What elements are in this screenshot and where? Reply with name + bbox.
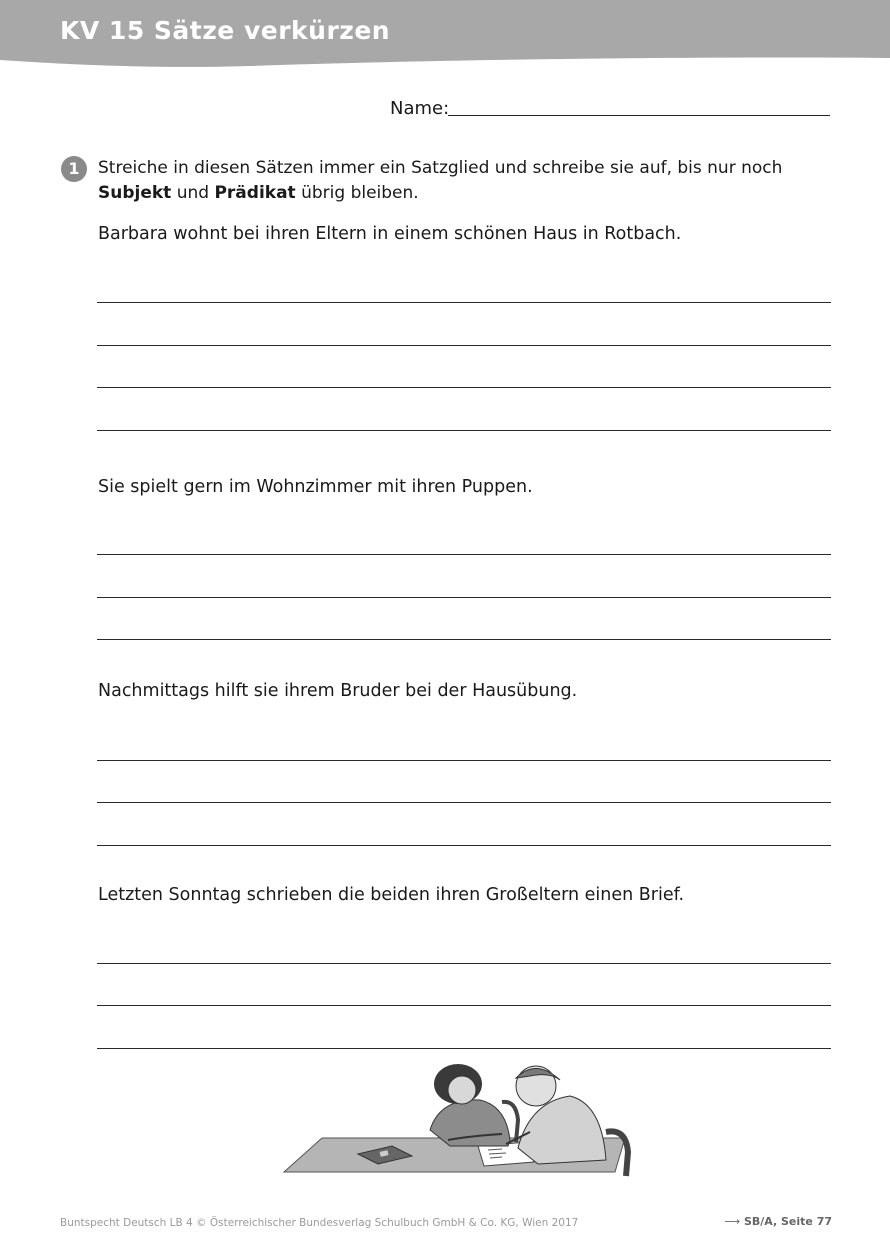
writing-line[interactable] [97,302,831,303]
writing-line[interactable] [97,597,831,598]
writing-line[interactable] [97,845,831,846]
writing-line[interactable] [97,1005,831,1006]
name-label: Name: [390,98,450,119]
writing-line[interactable] [97,430,831,431]
writing-line[interactable] [97,639,831,640]
children-writing-illustration [280,1060,640,1180]
instruction-text-3: übrig bleiben. [295,183,419,203]
name-field [390,98,830,120]
instruction-bold-praedikat: Prädikat [214,183,296,203]
writing-line[interactable] [97,760,831,761]
page-reference-text: SB/A, Seite 77 [743,1215,832,1228]
footer-copyright: Buntspecht Deutsch LB 4 © Österreichischer Bundesverlag Schulbuch GmbH & Co. KG, Wien 2017 [60,1217,579,1229]
writing-line[interactable] [97,1048,831,1049]
name-input-line[interactable] [448,115,830,116]
page-title: KV 15 Sätze verkürzen [60,16,391,45]
writing-line[interactable] [97,554,831,555]
sentence-2: Sie spielt gern im Wohnzimmer mit ihren Puppen. [98,477,533,497]
instruction-text-1: Streiche in diesen Sätzen immer ein Satzglied und schreibe sie auf, bis nur noch [98,158,783,178]
sentence-1: Barbara wohnt bei ihren Eltern in einem schönen Haus in Rotbach. [98,224,682,244]
instruction-bold-subjekt: Subjekt [98,183,172,203]
writing-line[interactable] [97,963,831,964]
sentence-3: Nachmittags hilft sie ihrem Bruder bei der Hausübung. [98,681,578,701]
sentence-4: Letzten Sonntag schrieben die beiden ihren Großeltern einen Brief. [98,885,685,905]
writing-line[interactable] [97,802,831,803]
arrow-right-icon: ⟶ [724,1215,741,1228]
writing-line[interactable] [97,345,831,346]
footer-page-reference [724,1215,832,1228]
task-instruction [98,156,833,206]
instruction-text-2: und [171,183,215,203]
task-number-badge: 1 [61,156,87,182]
writing-line[interactable] [97,387,831,388]
